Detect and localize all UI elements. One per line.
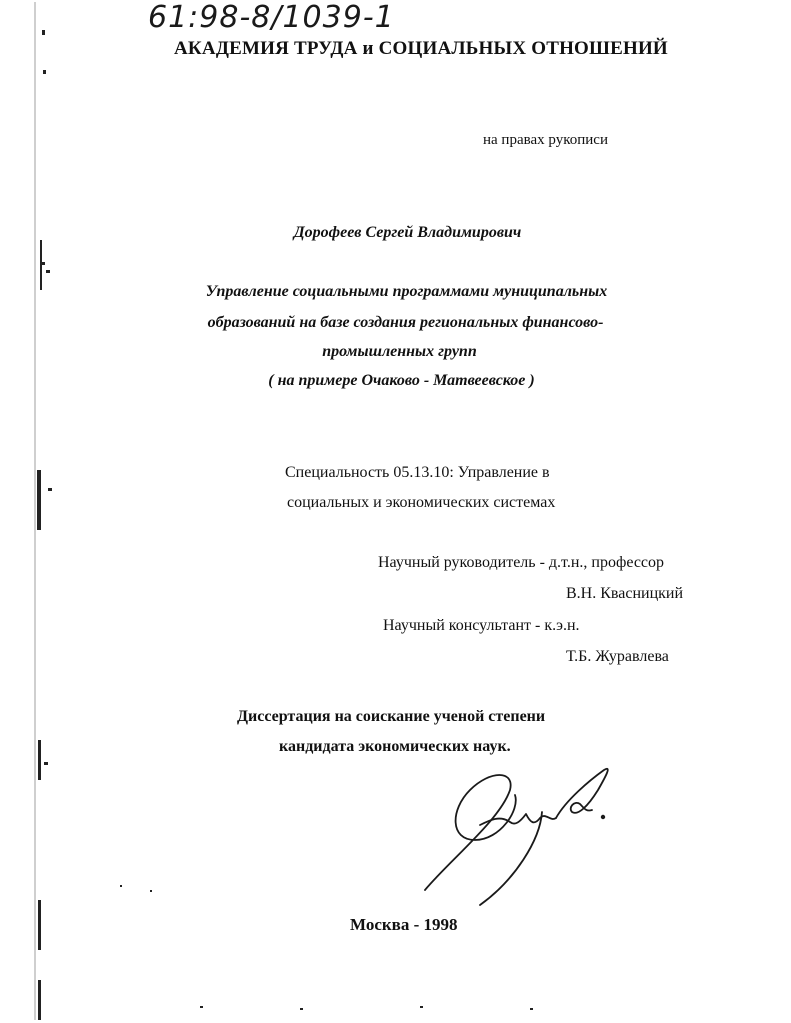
title-line-3: промышленных групп: [322, 343, 477, 360]
title-line-4: ( на примере Очаково - Матвеевское ): [268, 372, 535, 389]
title-line-1: Управление социальными программами муниципальных: [205, 283, 608, 300]
title-line-2: образований на базе создания региональных финансово-: [207, 314, 604, 331]
dissertation-line-1: Диссертация на соискание ученой степени: [237, 708, 546, 725]
specialty-line-1: Специальность 05.13.10: Управление в: [285, 464, 550, 481]
institution-name: АКАДЕМИЯ ТРУДА и СОЦИАЛЬНЫХ ОТНОШЕНИЙ: [174, 38, 668, 59]
consultant-name: Т.Б. Журавлева: [566, 648, 669, 665]
rights-note: на правах рукописи: [483, 132, 608, 148]
consultant-role: Научный консультант - к.э.н.: [383, 617, 580, 634]
city-year: Москва - 1998: [350, 915, 458, 934]
dissertation-line-2: кандидата экономических наук.: [279, 738, 511, 755]
archive-code-handwritten: 61:98-8/1039-1: [148, 0, 395, 35]
specialty-line-2: социальных и экономических системах: [287, 494, 556, 511]
supervisor-role: Научный руководитель - д.т.н., профессор: [378, 554, 665, 571]
author-name: Дорофеев Сергей Владимирович: [293, 224, 522, 241]
supervisor-name: В.Н. Квасницкий: [566, 585, 684, 602]
